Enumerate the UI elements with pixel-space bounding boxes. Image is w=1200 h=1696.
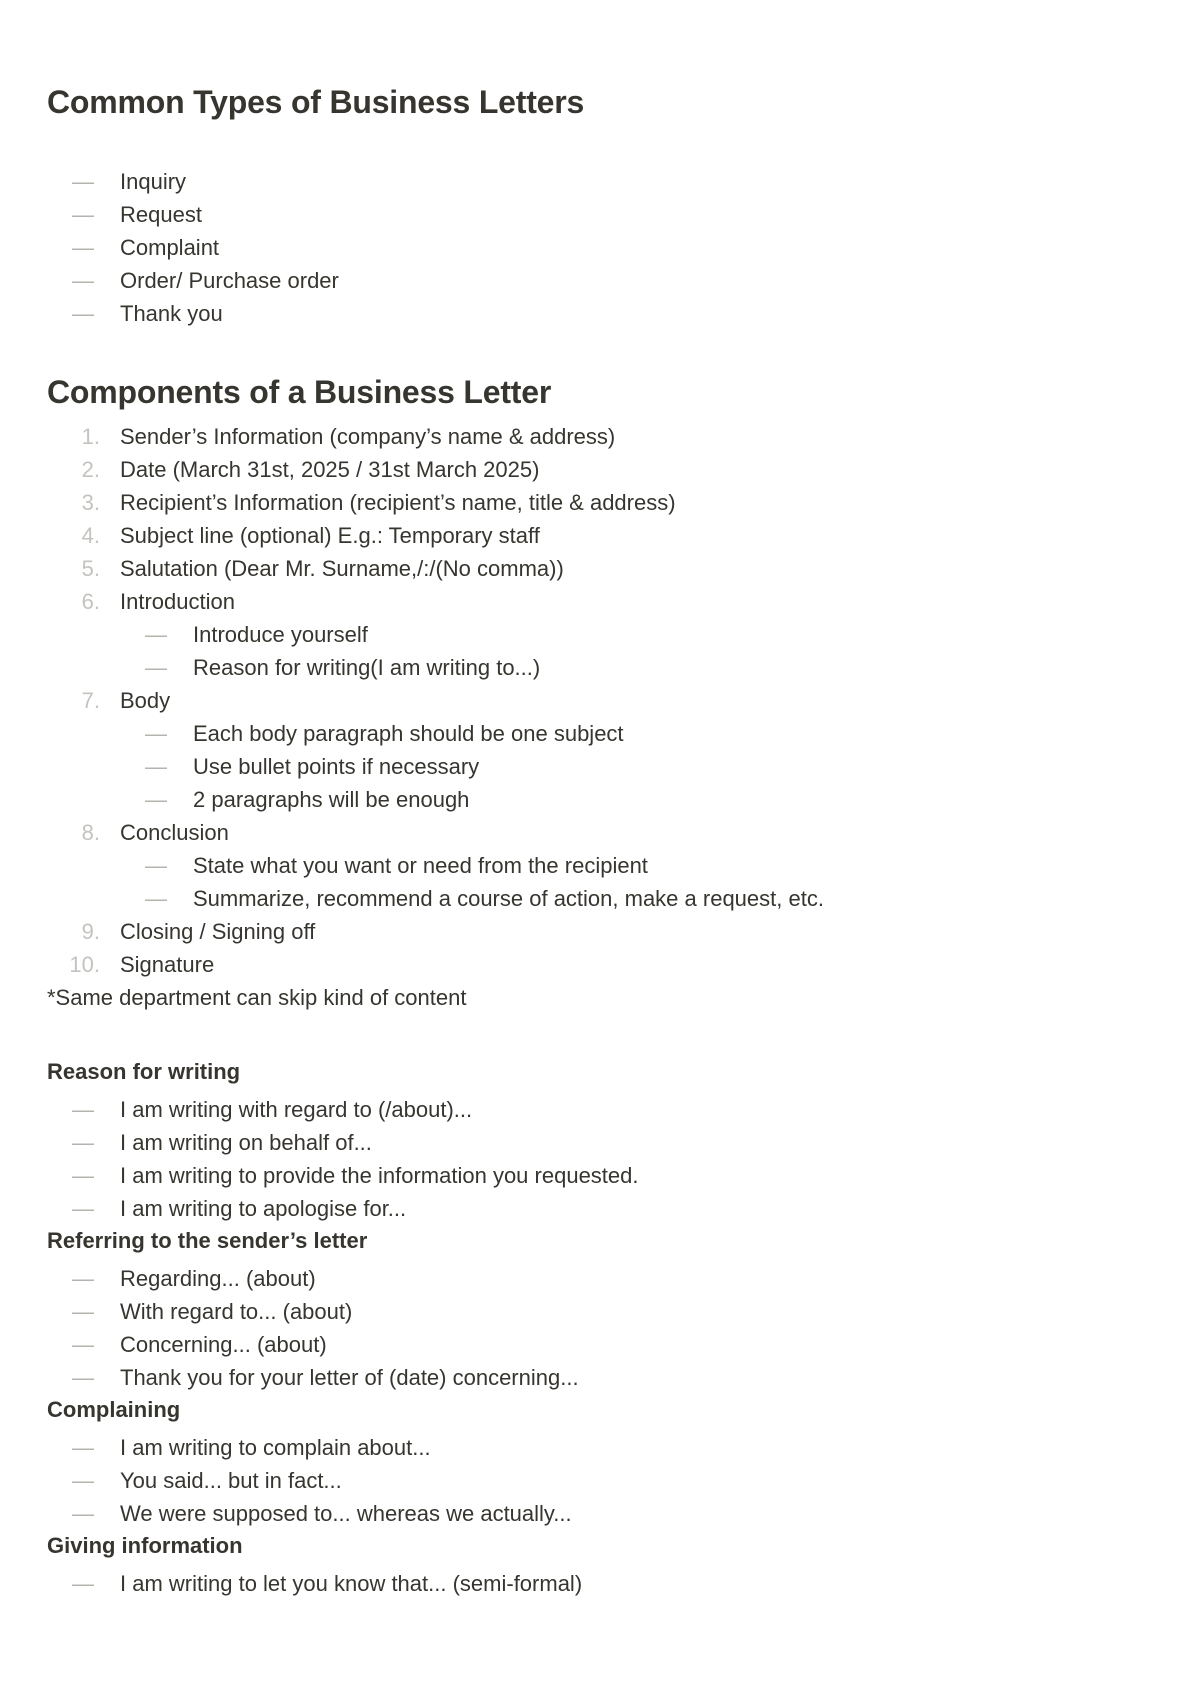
list-item-text: Summarize, recommend a course of action, make a request, etc. bbox=[193, 886, 824, 911]
dash-bullet-icon: — bbox=[72, 301, 94, 326]
components-section-title: Components of a Business Letter bbox=[47, 374, 552, 410]
dash-bullet-icon: — bbox=[72, 1468, 94, 1493]
phrase-list-item bbox=[0, 1296, 1200, 1328]
nested-list-item bbox=[0, 652, 1200, 684]
numbered-item bbox=[0, 586, 1200, 618]
list-item-text: Body bbox=[120, 688, 171, 713]
list-number: 2. bbox=[81, 457, 100, 482]
nested-list-item bbox=[0, 751, 1200, 783]
list-number: 9. bbox=[81, 919, 100, 944]
list-item-text: I am writing to let you know that... (semi-formal) bbox=[120, 1571, 583, 1596]
list-item-text: Concerning... (about) bbox=[120, 1332, 327, 1357]
dash-bullet-icon: — bbox=[72, 1163, 94, 1188]
nested-list-item bbox=[0, 619, 1200, 651]
numbered-item bbox=[0, 949, 1200, 981]
numbered-item bbox=[0, 685, 1200, 717]
phrase-list-item bbox=[0, 1127, 1200, 1159]
list-item-text: 2 paragraphs will be enough bbox=[193, 787, 470, 812]
dash-bullet-icon: — bbox=[145, 655, 167, 680]
phrase-list-item bbox=[0, 1329, 1200, 1361]
dash-bullet-icon: — bbox=[72, 268, 94, 293]
phrase-list-item bbox=[0, 1160, 1200, 1192]
phrase-group-title: Referring to the sender’s letter bbox=[47, 1228, 368, 1253]
numbered-item bbox=[0, 817, 1200, 849]
phrase-list-item bbox=[0, 1568, 1200, 1600]
phrase-list-item bbox=[0, 1362, 1200, 1394]
nested-list-item bbox=[0, 883, 1200, 915]
footnote: *Same department can skip kind of content bbox=[47, 985, 467, 1010]
dash-bullet-icon: — bbox=[145, 787, 167, 812]
list-item-text: You said... but in fact... bbox=[120, 1468, 342, 1493]
list-item-text: Use bullet points if necessary bbox=[193, 754, 480, 779]
dash-bullet-icon: — bbox=[72, 1365, 94, 1390]
list-item-text: Date (March 31st, 2025 / 31st March 2025) bbox=[120, 457, 540, 482]
types-list-item bbox=[0, 232, 1200, 264]
list-item-text: Inquiry bbox=[120, 169, 187, 194]
list-number: 7. bbox=[81, 688, 100, 713]
list-item-text: I am writing to provide the information you requested. bbox=[120, 1163, 639, 1188]
types-section-title: Common Types of Business Letters bbox=[47, 84, 585, 120]
types-list-item bbox=[0, 265, 1200, 297]
list-item-text: With regard to... (about) bbox=[120, 1299, 353, 1324]
list-item-text: Salutation (Dear Mr. Surname,/:/(No comma)) bbox=[120, 556, 564, 581]
list-item-text: Sender’s Information (company’s name & address) bbox=[120, 424, 616, 449]
phrase-group-title: Complaining bbox=[47, 1397, 181, 1422]
dash-bullet-icon: — bbox=[72, 1299, 94, 1324]
list-item-text: I am writing on behalf of... bbox=[120, 1130, 372, 1155]
list-item-text: State what you want or need from the recipient bbox=[193, 853, 648, 878]
numbered-item bbox=[0, 421, 1200, 453]
phrase-list-item bbox=[0, 1498, 1200, 1530]
list-number: 4. bbox=[81, 523, 100, 548]
list-number: 10. bbox=[69, 952, 100, 977]
phrase-list-item bbox=[0, 1432, 1200, 1464]
nested-list-item bbox=[0, 850, 1200, 882]
list-item-text: Recipient’s Information (recipient’s name, title & address) bbox=[120, 490, 676, 515]
list-number: 1. bbox=[81, 424, 100, 449]
phrase-list-item bbox=[0, 1193, 1200, 1225]
phrase-list-item bbox=[0, 1465, 1200, 1497]
nested-list-item bbox=[0, 784, 1200, 816]
list-item-text: I am writing with regard to (/about)... bbox=[120, 1097, 473, 1122]
dash-bullet-icon: — bbox=[72, 202, 94, 227]
dash-bullet-icon: — bbox=[72, 169, 94, 194]
dash-bullet-icon: — bbox=[72, 1571, 94, 1596]
dash-bullet-icon: — bbox=[72, 1196, 94, 1221]
dash-bullet-icon: — bbox=[145, 754, 167, 779]
list-item-text: Reason for writing(I am writing to...) bbox=[193, 655, 541, 680]
list-item-text: Regarding... (about) bbox=[120, 1266, 316, 1291]
list-item-text: Conclusion bbox=[120, 820, 229, 845]
list-item-text: I am writing to apologise for... bbox=[120, 1196, 407, 1221]
numbered-item bbox=[0, 916, 1200, 948]
phrase-list-item bbox=[0, 1094, 1200, 1126]
list-item-text: Signature bbox=[120, 952, 215, 977]
list-item-text: Introduce yourself bbox=[193, 622, 368, 647]
list-item-text: Each body paragraph should be one subject bbox=[193, 721, 624, 746]
list-item-text: We were supposed to... whereas we actually... bbox=[120, 1501, 572, 1526]
dash-bullet-icon: — bbox=[72, 1435, 94, 1460]
list-item-text: Subject line (optional) E.g.: Temporary staff bbox=[120, 523, 540, 548]
dash-bullet-icon: — bbox=[145, 721, 167, 746]
list-item-text: Introduction bbox=[120, 589, 235, 614]
dash-bullet-icon: — bbox=[145, 886, 167, 911]
types-list-item bbox=[0, 199, 1200, 231]
list-item-text: Order/ Purchase order bbox=[120, 268, 339, 293]
types-list-item bbox=[0, 166, 1200, 198]
numbered-item bbox=[0, 520, 1200, 552]
list-item-text: Thank you bbox=[120, 301, 223, 326]
phrase-group-title: Giving information bbox=[47, 1533, 243, 1558]
numbered-item bbox=[0, 553, 1200, 585]
list-number: 6. bbox=[81, 589, 100, 614]
dash-bullet-icon: — bbox=[72, 1501, 94, 1526]
nested-list-item bbox=[0, 718, 1200, 750]
dash-bullet-icon: — bbox=[72, 235, 94, 260]
dash-bullet-icon: — bbox=[72, 1332, 94, 1357]
types-list-item bbox=[0, 298, 1200, 330]
dash-bullet-icon: — bbox=[72, 1266, 94, 1291]
phrase-group-title: Reason for writing bbox=[47, 1059, 241, 1084]
list-number: 5. bbox=[81, 556, 100, 581]
phrase-list-item bbox=[0, 1263, 1200, 1295]
list-item-text: Complaint bbox=[120, 235, 220, 260]
numbered-item bbox=[0, 454, 1200, 486]
dash-bullet-icon: — bbox=[72, 1097, 94, 1122]
dash-bullet-icon: — bbox=[145, 622, 167, 647]
list-item-text: Thank you for your letter of (date) concerning... bbox=[120, 1365, 579, 1390]
list-number: 3. bbox=[81, 490, 100, 515]
list-number: 8. bbox=[81, 820, 100, 845]
list-item-text: Request bbox=[120, 202, 202, 227]
list-item-text: I am writing to complain about... bbox=[120, 1435, 431, 1460]
numbered-item bbox=[0, 487, 1200, 519]
list-item-text: Closing / Signing off bbox=[120, 919, 316, 944]
dash-bullet-icon: — bbox=[72, 1130, 94, 1155]
dash-bullet-icon: — bbox=[145, 853, 167, 878]
